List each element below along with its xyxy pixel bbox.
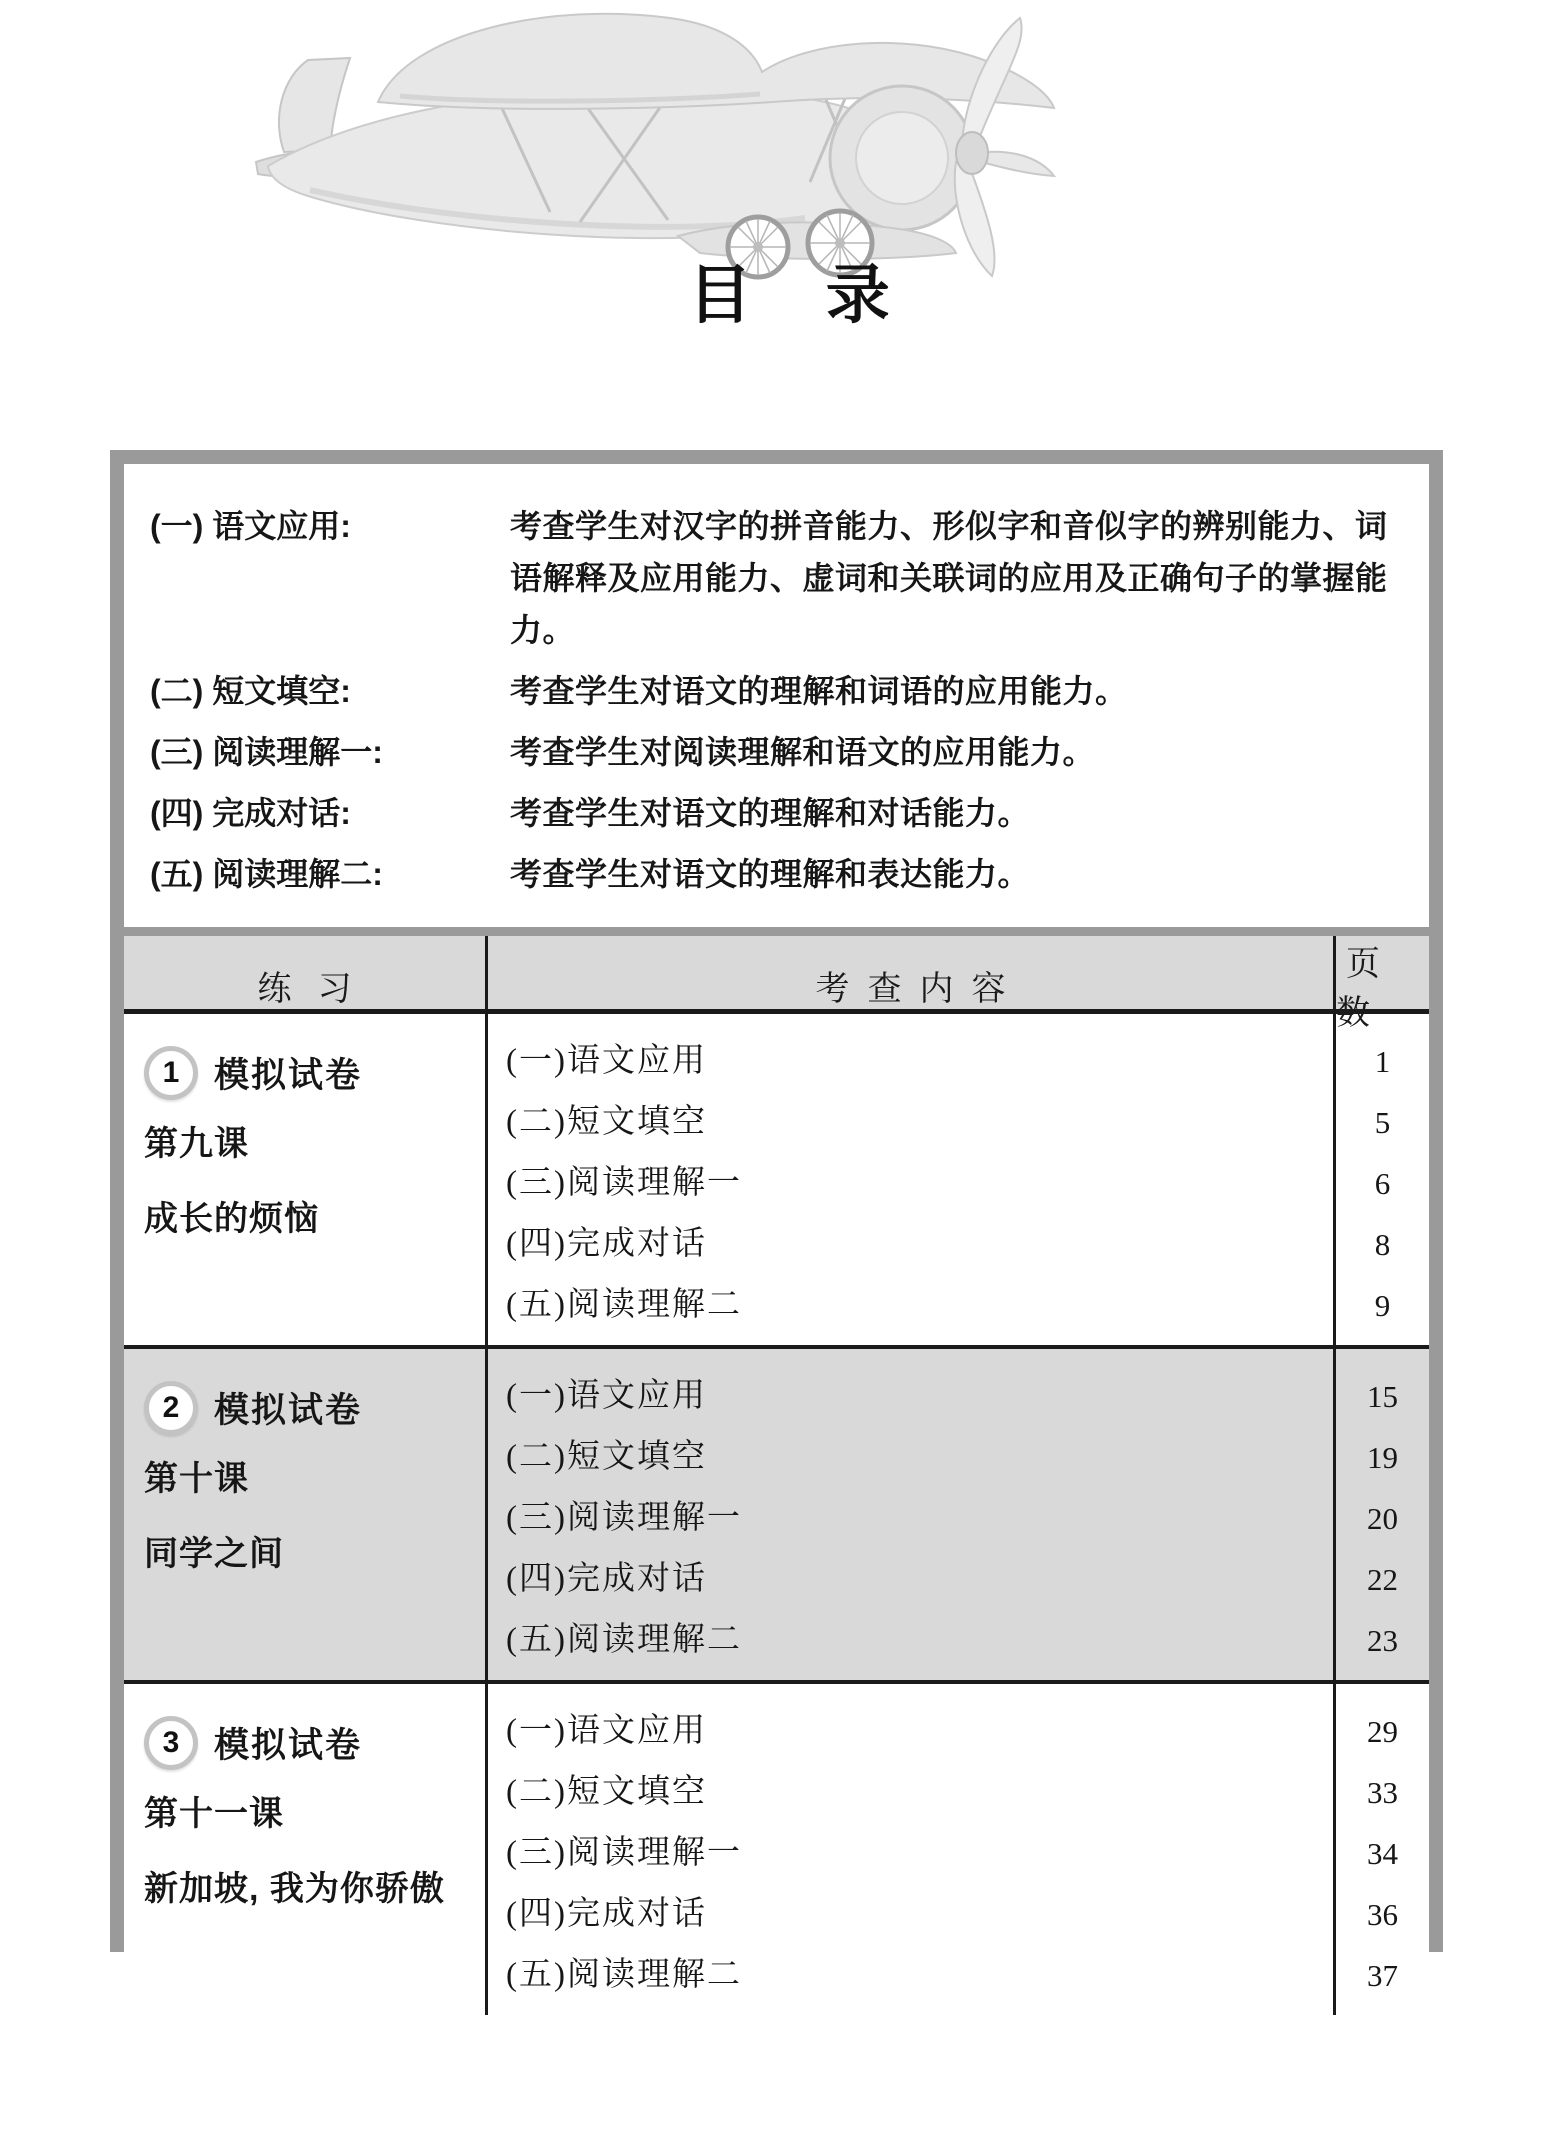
page-number: 15 [1367,1379,1398,1414]
biplane-icon [250,0,1065,285]
intro-label: (三) 阅读理解一: [150,734,383,770]
content-item: (三)阅读理解一 [506,1500,742,1536]
header-exercise: 练习 [124,936,488,1034]
pages-cell [1333,1684,1429,2015]
header-content: 考查内容 [815,970,1024,1008]
airplane-illustration [250,0,1065,285]
table-row [124,1345,1429,1680]
content-item: (一)语文应用 [506,1713,707,1749]
exercise-number-badge: 3 [144,1716,198,1770]
page-number: 1 [1374,1044,1391,1079]
toc-table [124,927,1429,2015]
page-number: 6 [1374,1166,1391,1201]
prop-blade-down [955,162,995,276]
page-number: 36 [1367,1897,1398,1932]
content-item: (二)短文填空 [506,1104,707,1140]
content-item: (二)短文填空 [506,1774,707,1810]
intro-label: (五) 阅读理解二: [150,856,383,892]
content-item: (一)语文应用 [506,1043,707,1079]
content-cell [488,1349,1333,1680]
content-item: (一)语文应用 [506,1378,707,1414]
engine-cowling-inner [856,112,948,204]
intro-item [150,787,1405,839]
content-item: (五)阅读理解二 [506,1287,742,1323]
intro-item [150,665,1405,717]
table-row [124,1680,1429,2015]
prop-spinner [956,132,988,174]
page-number: 5 [1374,1105,1391,1140]
intro-item [150,726,1405,778]
exercise-type: 模拟试卷 [214,1726,363,1765]
lesson-number: 第十一课 [144,1795,284,1833]
content-item: (三)阅读理解一 [506,1835,742,1871]
exercise-cell [124,1014,488,1345]
lesson-title: 新加坡, 我为你骄傲 [144,1870,445,1908]
page-number: 20 [1367,1501,1398,1536]
content-cell [488,1014,1333,1345]
prop-blade-right [982,152,1054,176]
exercise-number-badge: 2 [144,1381,198,1435]
page-number: 8 [1374,1227,1391,1262]
intro-item [150,848,1405,900]
exercise-cell [124,1349,488,1680]
content-item: (二)短文填空 [506,1439,707,1475]
page-number: 34 [1367,1836,1398,1871]
intro-label: (二) 短文填空: [150,673,351,709]
intro-item [150,500,1405,656]
intro-section [124,464,1429,927]
content-item: (四)完成对话 [506,1226,707,1262]
page-number: 23 [1367,1623,1398,1658]
header-pages: 页数 [1333,936,1429,1034]
pages-cell [1333,1014,1429,1345]
page-number: 37 [1367,1958,1398,1993]
lesson-title: 同学之间 [144,1535,284,1573]
content-item: (三)阅读理解一 [506,1165,742,1201]
content-item: (五)阅读理解二 [506,1622,742,1658]
exercise-cell [124,1684,488,2015]
exercise-number-badge: 1 [144,1046,198,1100]
intro-label: (四) 完成对话: [150,795,351,831]
page-number: 29 [1367,1714,1398,1749]
content-cell [488,1684,1333,2015]
intro-desc: 考查学生对语文的理解和表达能力。 [510,856,1031,892]
content-item: (四)完成对话 [506,1896,707,1932]
intro-desc: 考查学生对汉字的拼音能力、形似字和音似字的辨别能力、词语解释及应用能力、虚词和关联词的应用及正确句子的掌握能力。 [510,508,1388,648]
intro-desc: 考查学生对阅读理解和语文的应用能力。 [510,734,1096,770]
content-frame [110,450,1443,1993]
content-item: (四)完成对话 [506,1561,707,1597]
exercise-heading [144,1381,479,1435]
page-number: 22 [1367,1562,1398,1597]
lesson-number: 第十课 [144,1460,249,1498]
page-number: 33 [1367,1775,1398,1810]
lesson-number: 第九课 [144,1125,249,1163]
intro-label: (一) 语文应用: [150,508,351,544]
exercise-heading [144,1716,479,1770]
page-number: 9 [1374,1288,1391,1323]
intro-desc: 考查学生对语文的理解和对话能力。 [510,795,1031,831]
page-title: 目 录 [688,259,898,331]
exercise-type: 模拟试卷 [214,1391,363,1430]
page-number: 19 [1367,1440,1398,1475]
exercise-type: 模拟试卷 [214,1056,363,1095]
table-header-row [124,936,1429,1032]
content-item: (五)阅读理解二 [506,1957,742,1993]
intro-desc: 考查学生对语文的理解和词语的应用能力。 [510,673,1128,709]
lesson-title: 成长的烦恼 [144,1200,319,1238]
pages-cell [1333,1349,1429,1680]
exercise-heading [144,1046,479,1100]
table-row [124,1014,1429,1345]
